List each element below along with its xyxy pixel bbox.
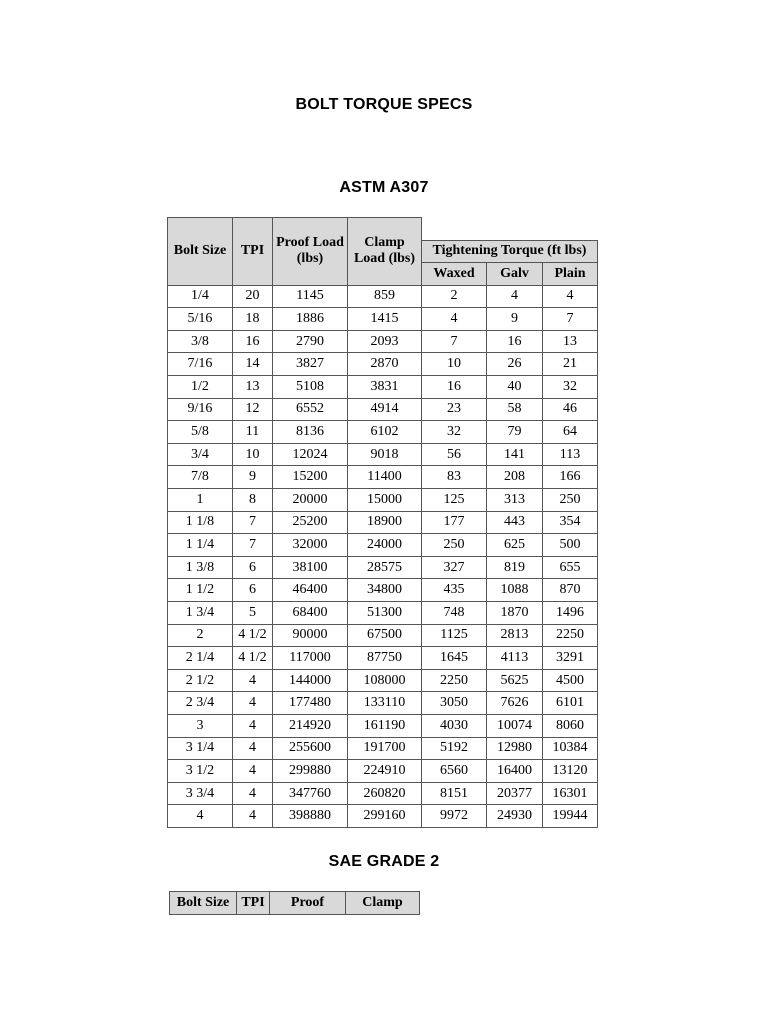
cell-waxed: 2 xyxy=(422,285,487,308)
cell-tpi: 18 xyxy=(233,308,273,331)
cell-proof-load: 255600 xyxy=(273,737,348,760)
cell-waxed: 1125 xyxy=(422,624,487,647)
cell-galv: 16400 xyxy=(487,760,543,783)
table-row xyxy=(168,669,598,692)
table-row xyxy=(168,534,598,557)
cell-galv: 313 xyxy=(487,489,543,512)
cell-plain: 354 xyxy=(543,511,598,534)
cell-tpi: 4 xyxy=(233,805,273,828)
table-row xyxy=(168,398,598,421)
sae-header-clamp: Clamp xyxy=(346,892,420,915)
cell-waxed: 4 xyxy=(422,308,487,331)
cell-plain: 10384 xyxy=(543,737,598,760)
cell-waxed: 5192 xyxy=(422,737,487,760)
cell-plain: 250 xyxy=(543,489,598,512)
table-row xyxy=(168,489,598,512)
cell-galv: 7626 xyxy=(487,692,543,715)
cell-galv: 4 xyxy=(487,285,543,308)
cell-waxed: 125 xyxy=(422,489,487,512)
cell-clamp-load: 108000 xyxy=(348,669,422,692)
table-row xyxy=(168,330,598,353)
sae-header-bolt-size: Bolt Size xyxy=(170,892,237,915)
cell-plain: 16301 xyxy=(543,782,598,805)
cell-plain: 500 xyxy=(543,534,598,557)
cell-clamp-load: 87750 xyxy=(348,647,422,670)
cell-tpi: 12 xyxy=(233,398,273,421)
table-row xyxy=(168,421,598,444)
cell-galv: 141 xyxy=(487,443,543,466)
cell-galv: 1870 xyxy=(487,602,543,625)
table-row xyxy=(168,760,598,783)
cell-proof-load: 46400 xyxy=(273,579,348,602)
cell-waxed: 83 xyxy=(422,466,487,489)
cell-bolt-size: 1 1/4 xyxy=(168,534,233,557)
cell-plain: 3291 xyxy=(543,647,598,670)
cell-plain: 655 xyxy=(543,556,598,579)
cell-waxed: 6560 xyxy=(422,760,487,783)
header-galv: Galv xyxy=(487,263,543,286)
cell-galv: 1088 xyxy=(487,579,543,602)
cell-proof-load: 38100 xyxy=(273,556,348,579)
cell-galv: 16 xyxy=(487,330,543,353)
cell-plain: 870 xyxy=(543,579,598,602)
cell-bolt-size: 5/8 xyxy=(168,421,233,444)
astm-table-body xyxy=(168,285,598,827)
cell-bolt-size: 1 3/8 xyxy=(168,556,233,579)
cell-galv: 12980 xyxy=(487,737,543,760)
cell-bolt-size: 3 xyxy=(168,714,233,737)
cell-bolt-size: 7/8 xyxy=(168,466,233,489)
cell-bolt-size: 1 1/2 xyxy=(168,579,233,602)
cell-plain: 6101 xyxy=(543,692,598,715)
header-waxed: Waxed xyxy=(422,263,487,286)
cell-plain: 46 xyxy=(543,398,598,421)
cell-waxed: 1645 xyxy=(422,647,487,670)
cell-clamp-load: 9018 xyxy=(348,443,422,466)
header-clamp-load: Clamp Load (lbs) xyxy=(348,218,422,286)
table-row xyxy=(168,353,598,376)
table-row xyxy=(168,692,598,715)
cell-bolt-size: 2 xyxy=(168,624,233,647)
cell-clamp-load: 51300 xyxy=(348,602,422,625)
cell-clamp-load: 1415 xyxy=(348,308,422,331)
cell-proof-load: 1145 xyxy=(273,285,348,308)
astm-section-title: ASTM A307 xyxy=(339,179,429,196)
cell-proof-load: 299880 xyxy=(273,760,348,783)
cell-waxed: 7 xyxy=(422,330,487,353)
table-row xyxy=(168,602,598,625)
cell-bolt-size: 3/4 xyxy=(168,443,233,466)
table-row xyxy=(168,714,598,737)
cell-galv: 625 xyxy=(487,534,543,557)
cell-tpi: 6 xyxy=(233,579,273,602)
cell-plain: 13120 xyxy=(543,760,598,783)
cell-clamp-load: 161190 xyxy=(348,714,422,737)
cell-waxed: 435 xyxy=(422,579,487,602)
cell-proof-load: 90000 xyxy=(273,624,348,647)
cell-plain: 32 xyxy=(543,376,598,399)
table-row xyxy=(168,737,598,760)
cell-tpi: 16 xyxy=(233,330,273,353)
cell-waxed: 16 xyxy=(422,376,487,399)
table-row xyxy=(168,511,598,534)
cell-plain: 64 xyxy=(543,421,598,444)
cell-galv: 58 xyxy=(487,398,543,421)
table-row xyxy=(168,782,598,805)
cell-galv: 24930 xyxy=(487,805,543,828)
cell-clamp-load: 67500 xyxy=(348,624,422,647)
cell-tpi: 4 xyxy=(233,692,273,715)
cell-proof-load: 117000 xyxy=(273,647,348,670)
cell-bolt-size: 3 3/4 xyxy=(168,782,233,805)
cell-tpi: 4 1/2 xyxy=(233,647,273,670)
cell-waxed: 23 xyxy=(422,398,487,421)
header-bolt-size: Bolt Size xyxy=(168,218,233,286)
header-proof-load: Proof Load (lbs) xyxy=(273,218,348,286)
cell-clamp-load: 11400 xyxy=(348,466,422,489)
table-row xyxy=(168,647,598,670)
cell-bolt-size: 3 1/2 xyxy=(168,760,233,783)
table-row xyxy=(168,556,598,579)
cell-tpi: 9 xyxy=(233,466,273,489)
table-row xyxy=(168,285,598,308)
cell-tpi: 5 xyxy=(233,602,273,625)
cell-tpi: 7 xyxy=(233,534,273,557)
cell-tpi: 4 1/2 xyxy=(233,624,273,647)
cell-bolt-size: 1/2 xyxy=(168,376,233,399)
cell-proof-load: 347760 xyxy=(273,782,348,805)
cell-bolt-size: 4 xyxy=(168,805,233,828)
cell-bolt-size: 3 1/4 xyxy=(168,737,233,760)
cell-waxed: 9972 xyxy=(422,805,487,828)
cell-bolt-size: 7/16 xyxy=(168,353,233,376)
cell-plain: 113 xyxy=(543,443,598,466)
astm-torque-table xyxy=(167,217,598,828)
cell-clamp-load: 2093 xyxy=(348,330,422,353)
cell-proof-load: 25200 xyxy=(273,511,348,534)
cell-waxed: 56 xyxy=(422,443,487,466)
cell-plain: 4500 xyxy=(543,669,598,692)
cell-galv: 20377 xyxy=(487,782,543,805)
table-row xyxy=(168,308,598,331)
cell-galv: 4113 xyxy=(487,647,543,670)
header-tpi: TPI xyxy=(233,218,273,286)
sae-section-title: SAE GRADE 2 xyxy=(328,853,440,870)
astm-table-header xyxy=(168,218,598,286)
cell-proof-load: 3827 xyxy=(273,353,348,376)
table-row xyxy=(168,805,598,828)
cell-clamp-load: 34800 xyxy=(348,579,422,602)
cell-galv: 5625 xyxy=(487,669,543,692)
cell-waxed: 4030 xyxy=(422,714,487,737)
cell-proof-load: 32000 xyxy=(273,534,348,557)
cell-waxed: 327 xyxy=(422,556,487,579)
header-spacer xyxy=(422,218,598,241)
cell-bolt-size: 1 1/8 xyxy=(168,511,233,534)
cell-clamp-load: 859 xyxy=(348,285,422,308)
cell-bolt-size: 1 3/4 xyxy=(168,602,233,625)
cell-plain: 4 xyxy=(543,285,598,308)
sae-header-tpi: TPI xyxy=(237,892,270,915)
cell-tpi: 10 xyxy=(233,443,273,466)
sae-torque-table xyxy=(169,891,420,915)
cell-proof-load: 1886 xyxy=(273,308,348,331)
cell-bolt-size: 5/16 xyxy=(168,308,233,331)
cell-clamp-load: 2870 xyxy=(348,353,422,376)
cell-proof-load: 5108 xyxy=(273,376,348,399)
cell-proof-load: 6552 xyxy=(273,398,348,421)
cell-clamp-load: 260820 xyxy=(348,782,422,805)
cell-galv: 9 xyxy=(487,308,543,331)
cell-galv: 79 xyxy=(487,421,543,444)
cell-galv: 443 xyxy=(487,511,543,534)
cell-bolt-size: 2 3/4 xyxy=(168,692,233,715)
cell-tpi: 4 xyxy=(233,760,273,783)
table-row xyxy=(168,443,598,466)
cell-galv: 10074 xyxy=(487,714,543,737)
cell-bolt-size: 2 1/4 xyxy=(168,647,233,670)
cell-tpi: 4 xyxy=(233,669,273,692)
cell-galv: 40 xyxy=(487,376,543,399)
header-plain: Plain xyxy=(543,263,598,286)
cell-tpi: 4 xyxy=(233,782,273,805)
cell-proof-load: 20000 xyxy=(273,489,348,512)
cell-plain: 8060 xyxy=(543,714,598,737)
cell-clamp-load: 224910 xyxy=(348,760,422,783)
cell-clamp-load: 15000 xyxy=(348,489,422,512)
cell-tpi: 11 xyxy=(233,421,273,444)
cell-bolt-size: 3/8 xyxy=(168,330,233,353)
cell-plain: 1496 xyxy=(543,602,598,625)
cell-proof-load: 2790 xyxy=(273,330,348,353)
cell-tpi: 20 xyxy=(233,285,273,308)
cell-bolt-size: 1/4 xyxy=(168,285,233,308)
table-row xyxy=(168,466,598,489)
cell-waxed: 32 xyxy=(422,421,487,444)
cell-waxed: 8151 xyxy=(422,782,487,805)
cell-proof-load: 15200 xyxy=(273,466,348,489)
cell-galv: 208 xyxy=(487,466,543,489)
cell-waxed: 3050 xyxy=(422,692,487,715)
cell-bolt-size: 1 xyxy=(168,489,233,512)
cell-tpi: 8 xyxy=(233,489,273,512)
header-tightening-torque: Tightening Torque (ft lbs) xyxy=(422,240,598,263)
cell-clamp-load: 3831 xyxy=(348,376,422,399)
cell-clamp-load: 6102 xyxy=(348,421,422,444)
cell-galv: 2813 xyxy=(487,624,543,647)
cell-waxed: 2250 xyxy=(422,669,487,692)
cell-plain: 166 xyxy=(543,466,598,489)
cell-clamp-load: 191700 xyxy=(348,737,422,760)
cell-waxed: 10 xyxy=(422,353,487,376)
cell-waxed: 748 xyxy=(422,602,487,625)
cell-tpi: 14 xyxy=(233,353,273,376)
cell-proof-load: 398880 xyxy=(273,805,348,828)
cell-bolt-size: 2 1/2 xyxy=(168,669,233,692)
cell-tpi: 13 xyxy=(233,376,273,399)
cell-clamp-load: 299160 xyxy=(348,805,422,828)
table-row xyxy=(168,579,598,602)
cell-proof-load: 12024 xyxy=(273,443,348,466)
cell-plain: 7 xyxy=(543,308,598,331)
cell-galv: 26 xyxy=(487,353,543,376)
cell-clamp-load: 28575 xyxy=(348,556,422,579)
cell-proof-load: 177480 xyxy=(273,692,348,715)
cell-bolt-size: 9/16 xyxy=(168,398,233,421)
cell-proof-load: 8136 xyxy=(273,421,348,444)
cell-tpi: 6 xyxy=(233,556,273,579)
cell-proof-load: 144000 xyxy=(273,669,348,692)
cell-tpi: 4 xyxy=(233,714,273,737)
cell-proof-load: 214920 xyxy=(273,714,348,737)
table-row xyxy=(168,376,598,399)
table-row xyxy=(168,624,598,647)
cell-galv: 819 xyxy=(487,556,543,579)
cell-clamp-load: 4914 xyxy=(348,398,422,421)
cell-plain: 21 xyxy=(543,353,598,376)
cell-tpi: 4 xyxy=(233,737,273,760)
cell-clamp-load: 18900 xyxy=(348,511,422,534)
cell-waxed: 250 xyxy=(422,534,487,557)
cell-proof-load: 68400 xyxy=(273,602,348,625)
cell-plain: 2250 xyxy=(543,624,598,647)
cell-waxed: 177 xyxy=(422,511,487,534)
cell-clamp-load: 24000 xyxy=(348,534,422,557)
cell-tpi: 7 xyxy=(233,511,273,534)
cell-plain: 13 xyxy=(543,330,598,353)
page-title: BOLT TORQUE SPECS xyxy=(295,96,473,113)
sae-header-proof: Proof xyxy=(270,892,346,915)
cell-clamp-load: 133110 xyxy=(348,692,422,715)
cell-plain: 19944 xyxy=(543,805,598,828)
sae-table-header xyxy=(170,892,420,915)
